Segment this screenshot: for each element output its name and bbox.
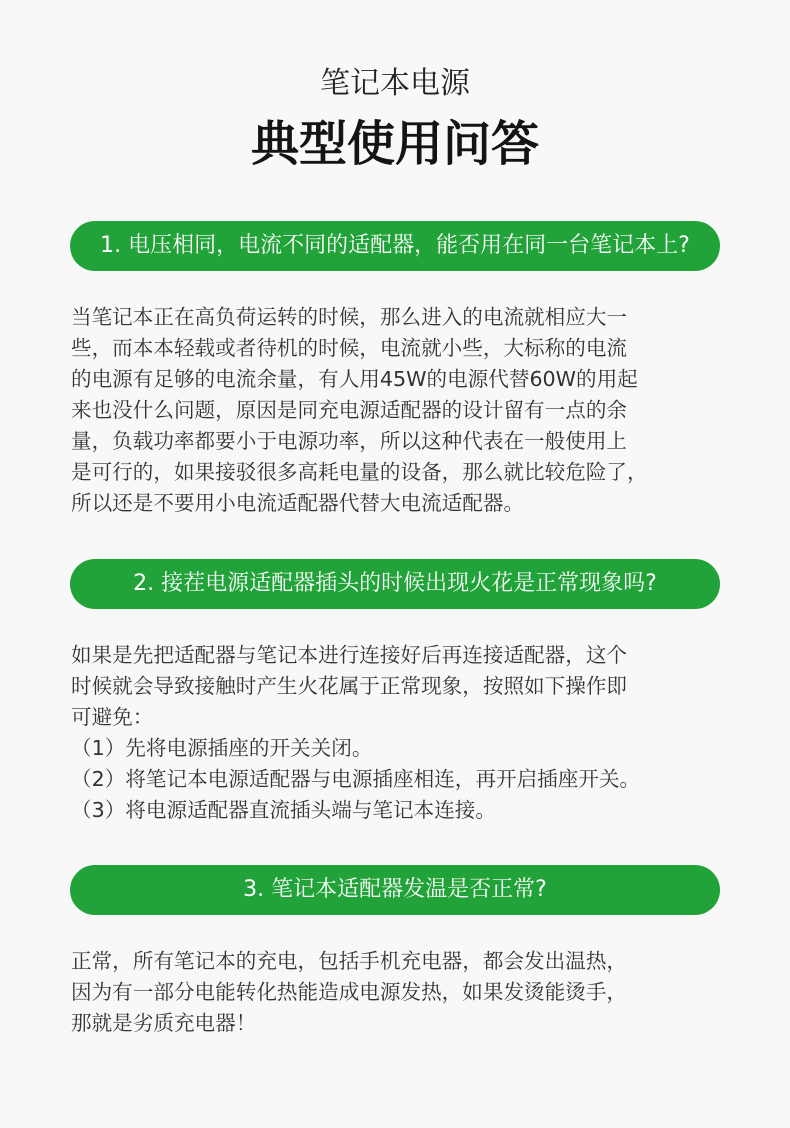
answer-body-1	[71, 302, 721, 519]
answer-line: 当笔记本正在高负荷运转的时候，那么进入的电流就相应大一	[71, 305, 628, 329]
page-title: 典型使用问答	[250, 116, 539, 172]
answer-body-2	[71, 640, 721, 826]
answer-line: （3）将电源适配器直流插头端与笔记本连接。	[71, 798, 496, 822]
answer-line: 些，而本本轻载或者待机的时候，电流就小些，大标称的电流	[71, 336, 628, 360]
answer-line: 可避免：	[71, 705, 154, 729]
answer-line: 来也没什么问题，原因是同充电源适配器的设计留有一点的余	[71, 398, 628, 422]
question-header-1: 1. 电压相同，电流不同的适配器，能否用在同一台笔记本上?	[70, 221, 720, 271]
answer-line: 因为有一部分电能转化热能造成电源发热，如果发烫能烫手，	[71, 980, 628, 1004]
answer-line: （1）先将电源插座的开关关闭。	[71, 736, 373, 760]
answer-line: 的电源有足够的电流余量，有人用45W的电源代替60W的用起	[71, 367, 638, 391]
page-subtitle: 笔记本电源	[320, 66, 470, 101]
answer-line: 时候就会导致接触时产生火花属于正常现象，按照如下操作即	[71, 674, 628, 698]
answer-line: 是可行的，如果接驳很多高耗电量的设备，那么就比较危险了，	[71, 460, 648, 484]
answer-line: 正常，所有笔记本的充电，包括手机充电器，都会发出温热，	[71, 949, 628, 973]
answer-line: （2）将笔记本电源适配器与电源插座相连，再开启插座开关。	[71, 767, 641, 791]
answer-line: 所以还是不要用小电流适配器代替大电流适配器。	[71, 491, 525, 515]
answer-line: 如果是先把适配器与笔记本进行连接好后再连接适配器，这个	[71, 643, 628, 667]
answer-line: 量，负载功率都要小于电源功率，所以这种代表在一般使用上	[71, 429, 628, 453]
answer-body-3	[71, 946, 721, 1039]
answer-line: 那就是劣质充电器！	[71, 1011, 257, 1035]
question-header-3: 3. 笔记本适配器发温是否正常?	[70, 865, 720, 915]
question-header-2: 2. 接茬电源适配器插头的时候出现火花是正常现象吗?	[70, 559, 720, 609]
